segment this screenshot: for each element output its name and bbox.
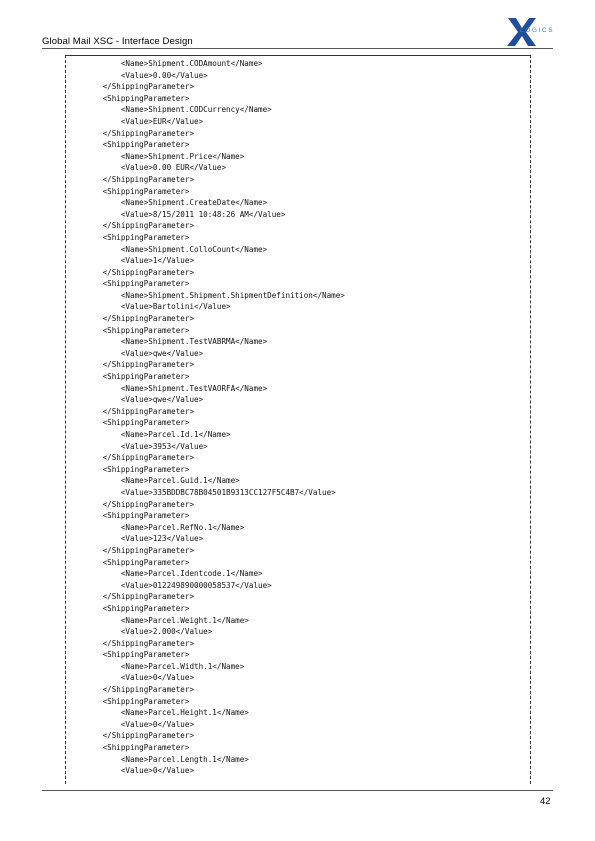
code-line: <ShippingParameter> bbox=[66, 418, 190, 428]
code-line: </ShippingParameter> bbox=[66, 314, 195, 324]
code-line: <Name>Shipment.TestVAORFA</Name> bbox=[66, 383, 268, 393]
code-line: <ShippingParameter> bbox=[66, 232, 190, 242]
code-line: <Name>Shipment.CODCurrency</Name> bbox=[66, 105, 272, 115]
code-line: <Value>123</Value> bbox=[66, 534, 204, 544]
code-line: <ShippingParameter> bbox=[66, 325, 190, 335]
code-line: <Value>3953</Value> bbox=[66, 441, 208, 451]
header-divider bbox=[42, 48, 553, 49]
code-line: <ShippingParameter> bbox=[66, 279, 190, 289]
code-line: <ShippingParameter> bbox=[66, 696, 190, 706]
code-line: <ShippingParameter> bbox=[66, 372, 190, 382]
code-line: <Name>Parcel.Height.1</Name> bbox=[66, 708, 249, 718]
code-line: </ShippingParameter> bbox=[66, 592, 195, 602]
code-line: </ShippingParameter> bbox=[66, 174, 195, 184]
code-line: <Name>Shipment.Shipment.ShipmentDefinition</Name> bbox=[66, 290, 345, 300]
code-line: </ShippingParameter> bbox=[66, 545, 195, 555]
code-line: <Value>0</Value> bbox=[66, 719, 195, 729]
code-line: <Name>Shipment.TestVABRMA</Name> bbox=[66, 337, 268, 347]
code-line: <Value>2.000</Value> bbox=[66, 627, 213, 637]
code-line: <Name>Shipment.Price</Name> bbox=[66, 151, 245, 161]
code-listing bbox=[66, 58, 526, 777]
code-line: <ShippingParameter> bbox=[66, 650, 190, 660]
page-number: 42 bbox=[540, 796, 551, 807]
document-header-title: Global Mail XSC - Interface Design bbox=[42, 36, 193, 47]
code-line: <Value>0</Value> bbox=[66, 766, 195, 776]
code-line: <ShippingParameter> bbox=[66, 511, 190, 521]
code-line: <Name>Parcel.Width.1</Name> bbox=[66, 661, 245, 671]
code-line: <Value>qwe</Value> bbox=[66, 348, 204, 358]
code-line: <Name>Parcel.Id.1</Name> bbox=[66, 430, 231, 439]
code-line: </ShippingParameter> bbox=[66, 128, 195, 138]
code-line: <ShippingParameter> bbox=[66, 93, 190, 103]
code-line: </ShippingParameter> bbox=[66, 406, 195, 416]
code-line: <Value>0.00</Value> bbox=[66, 70, 208, 80]
code-line: <ShippingParameter> bbox=[66, 186, 190, 196]
code-line: <Name>Shipment.ColloCount</Name> bbox=[66, 244, 268, 254]
code-line: <Value>1</Value> bbox=[66, 256, 195, 266]
logo-wordmark: LOGICS bbox=[520, 27, 555, 34]
code-line: </ShippingParameter> bbox=[66, 82, 195, 92]
code-line: </ShippingParameter> bbox=[66, 360, 195, 370]
code-line: <Name>Parcel.RefNo.1</Name> bbox=[66, 522, 245, 532]
code-line: </ShippingParameter> bbox=[66, 267, 195, 277]
code-line: <Value>012249890000058537</Value> bbox=[66, 580, 272, 590]
code-line: <Value>335BDDBC78B04501B9313CC127F5C4B7</Value> bbox=[66, 487, 336, 497]
code-line: <Value>0.00 EUR</Value> bbox=[66, 163, 227, 173]
code-line: <Name>Shipment.CODAmount</Name> bbox=[66, 59, 263, 68]
code-line: <ShippingParameter> bbox=[66, 464, 190, 474]
code-line: <Value>0</Value> bbox=[66, 673, 195, 683]
code-line: <ShippingParameter> bbox=[66, 743, 190, 753]
code-line: <Name>Parcel.Weight.1</Name> bbox=[66, 615, 249, 625]
code-line: <Name>Shipment.CreateDate</Name> bbox=[66, 198, 268, 208]
code-line: </ShippingParameter> bbox=[66, 499, 195, 509]
code-line: <Value>Bartolini</Value> bbox=[66, 302, 231, 312]
code-line: <Value>EUR</Value> bbox=[66, 116, 204, 126]
code-line: <Name>Parcel.Guid.1</Name> bbox=[66, 476, 240, 486]
code-line: <ShippingParameter> bbox=[66, 140, 190, 150]
code-line: <Name>Parcel.Length.1</Name> bbox=[66, 754, 249, 764]
code-line: <ShippingParameter> bbox=[66, 603, 190, 613]
code-line: </ShippingParameter> bbox=[66, 685, 195, 695]
code-line: <Value>8/15/2011 10:48:26 AM</Value> bbox=[66, 209, 286, 219]
code-line: <ShippingParameter> bbox=[66, 557, 190, 567]
code-line: </ShippingParameter> bbox=[66, 453, 195, 463]
code-line: <Value>qwe</Value> bbox=[66, 395, 204, 405]
code-line: </ShippingParameter> bbox=[66, 731, 195, 741]
code-line: </ShippingParameter> bbox=[66, 638, 195, 648]
code-line: <Name>Parcel.Identcode.1</Name> bbox=[66, 569, 263, 579]
footer-divider bbox=[42, 790, 553, 791]
code-line: </ShippingParameter> bbox=[66, 221, 195, 231]
